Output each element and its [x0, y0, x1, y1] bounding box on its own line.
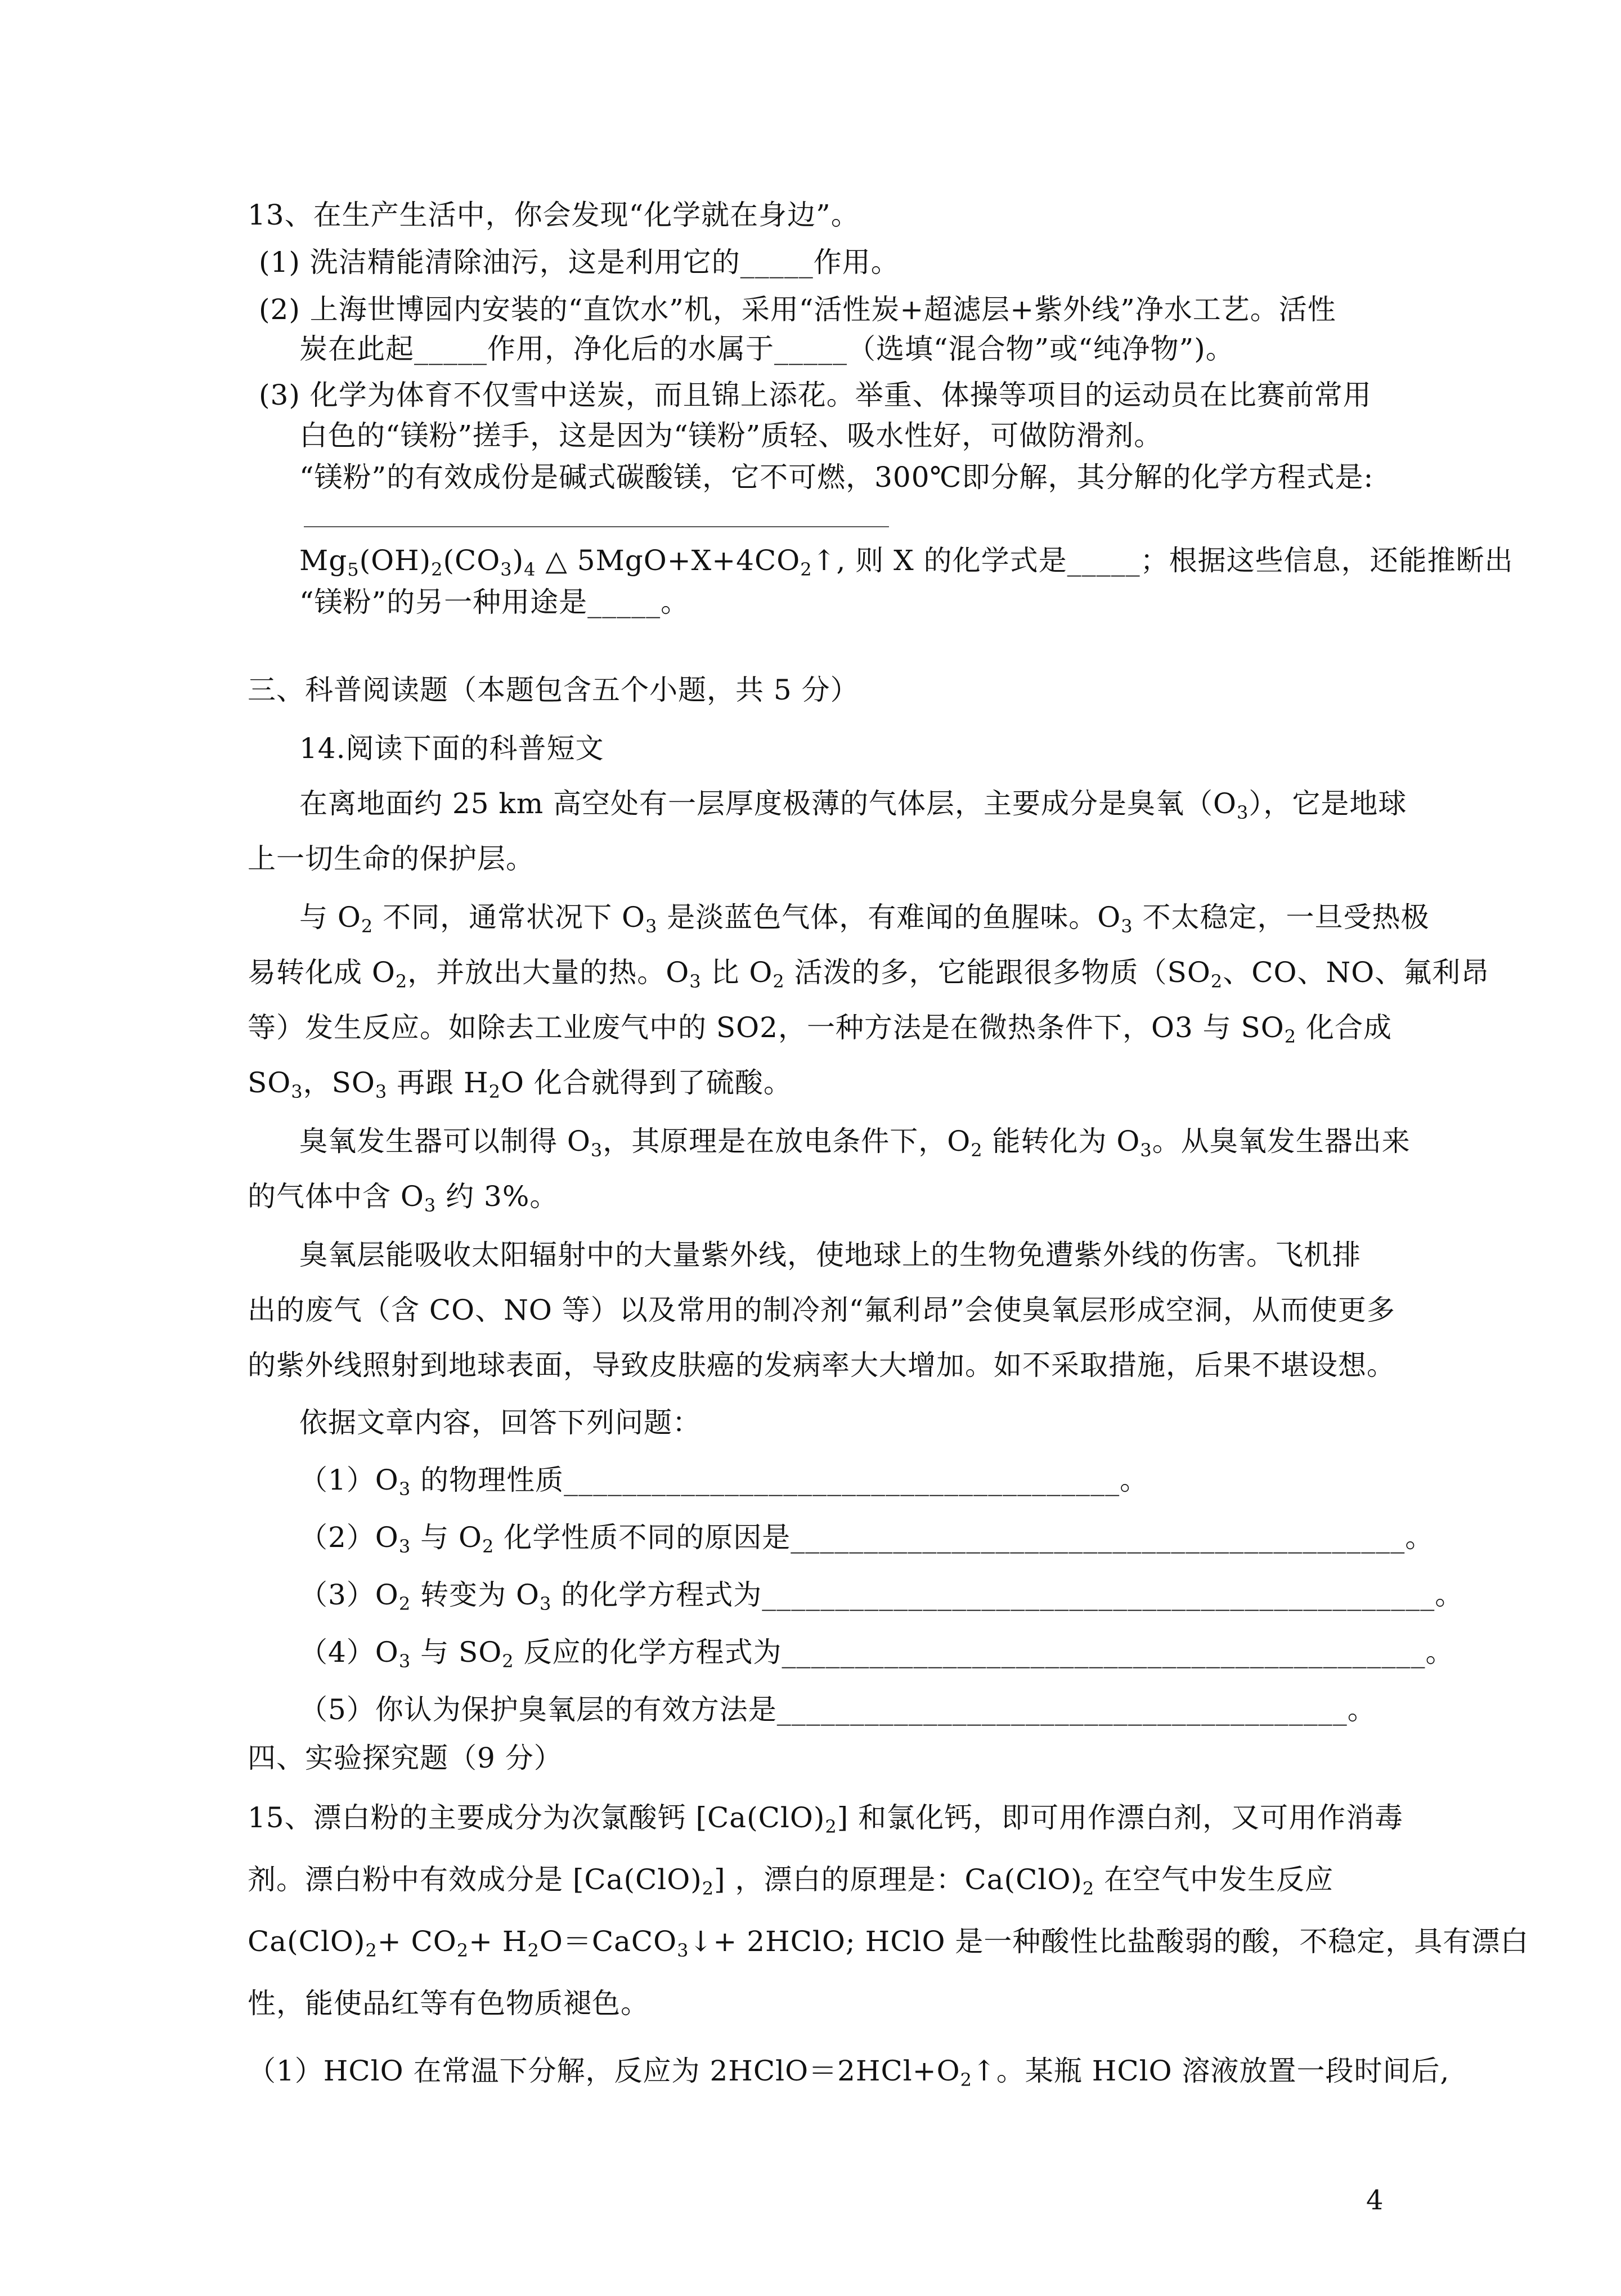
text: ），它是地球	[1249, 787, 1407, 820]
sub: 2	[502, 1651, 514, 1672]
text: 约 3%。	[436, 1180, 559, 1213]
q13-part3-line3: “镁粉”的有效成份是碱式碳酸镁，它不可燃，300℃即分解，其分解的化学方程式是:	[299, 461, 1374, 494]
question-prompt: 依据文章内容，回答下列问题：	[299, 1406, 701, 1439]
eq-sub: 3	[500, 559, 513, 580]
q13-title: 13、在生产生活中，你会发现“化学就在身边”。	[248, 199, 860, 231]
text: 与 O	[411, 1521, 482, 1554]
text: 比 O	[701, 956, 773, 989]
para3-line2	[248, 1180, 559, 1216]
text: 。从臭氧发生器出来	[1152, 1125, 1411, 1158]
para2-line3	[248, 1011, 1393, 1047]
para4-line3: 的紫外线照射到地球表面，导致皮肤癌的发病率大大增加。如不采取措施，后果不堪设想。	[248, 1349, 1395, 1382]
q13-part1: (1) 洗洁精能清除油污，这是利用它的_____作用。	[259, 246, 900, 279]
para1-line1	[299, 787, 1407, 823]
text: 与 SO	[411, 1636, 502, 1669]
para2-line4	[248, 1066, 792, 1100]
q14-sub1	[299, 1463, 1149, 1500]
sub: 2	[398, 1593, 411, 1615]
text: 是淡蓝色气体，有难闻的鱼腥味。O	[657, 901, 1121, 934]
text: O＝CaCO	[539, 1925, 677, 1958]
text: 转变为 O	[411, 1578, 540, 1611]
text: 的化学方程式为______________________________________________。	[551, 1578, 1464, 1611]
sub: 2	[482, 1536, 495, 1557]
sub: 3	[375, 1081, 388, 1102]
sub: 2	[773, 971, 785, 992]
text: 与 O	[299, 901, 361, 934]
q13-part3-line5: “镁粉”的另一种用途是_____。	[299, 586, 690, 618]
sub: 2	[702, 1878, 715, 1899]
q13-part3-line2: 白色的“镁粉”搓手，这是因为“镁粉”质轻、吸水性好，可做防滑剂。	[299, 419, 1163, 452]
text: Ca(ClO)	[248, 1925, 366, 1958]
text: （3）O	[299, 1578, 399, 1611]
sub: 2	[960, 2069, 973, 2091]
sub: 2	[395, 971, 408, 992]
text: 不太稳定，一旦受热极	[1133, 901, 1430, 934]
q15-line3	[248, 1925, 1529, 1961]
para4-line2: 出的废气（含 CO、NO 等）以及常用的制冷剂“氟利昂”会使臭氧层形成空洞，从而使更多	[248, 1294, 1395, 1326]
eq-sub: 4	[524, 559, 536, 580]
sub: 2	[1082, 1878, 1095, 1899]
text: O 化合就得到了硫酸。	[500, 1066, 792, 1099]
sub: 2	[488, 1081, 501, 1102]
q15-line5	[248, 2054, 1450, 2091]
eq-text: ↑, 则 X 的化学式是_____；根据这些信息，还能推断出	[812, 544, 1514, 577]
q15-line2	[248, 1863, 1334, 1899]
eq-text: )	[512, 544, 524, 577]
text: 易转化成 O	[248, 956, 396, 989]
q15-line1	[248, 1801, 1403, 1835]
text: 不同，通常状况下 O	[373, 901, 646, 934]
sub: 2	[825, 1816, 837, 1837]
sub: 2	[365, 1940, 378, 1961]
text: ，其原理是在放电条件下，O	[603, 1125, 971, 1158]
section4-title: 四、实验探究题（9 分）	[248, 1742, 563, 1774]
q14-title: 14.阅读下面的科普短文	[299, 732, 604, 765]
sub: 3	[645, 916, 658, 937]
text: 、CO、NO、氟利昂	[1223, 956, 1490, 989]
sub: 3	[677, 1940, 689, 1961]
sub: 2	[527, 1940, 540, 1961]
page-number: 4	[1366, 2185, 1384, 2216]
sub: 3	[1140, 1140, 1152, 1161]
para2-line1	[299, 900, 1430, 937]
eq-text: Mg	[299, 544, 348, 577]
sub: 3	[398, 1478, 411, 1500]
text: ] 和氯化钙，即可用作漂白剂，又可用作消毒	[837, 1801, 1404, 1834]
eq-sub: 5	[347, 559, 360, 580]
text: SO	[248, 1066, 291, 1099]
sub: 3	[398, 1651, 411, 1672]
text: + CO	[377, 1925, 457, 1958]
q15-line4: 性，能使品红等有色物质褪色。	[248, 1987, 649, 2020]
text: 15、漂白粉的主要成分为次氯酸钙 [Ca(ClO)	[248, 1801, 825, 1834]
para1-line2: 上一切生命的保护层。	[248, 842, 535, 875]
text: 臭氧发生器可以制得 O	[299, 1125, 591, 1158]
eq-text: △ 5MgO+X+4CO	[536, 544, 801, 577]
q13-part2-line2: 炭在此起_____作用，净化后的水属于_____（选填“混合物”或“纯净物”)。	[299, 333, 1234, 365]
sub: 2	[1210, 971, 1223, 992]
text: （1）HClO 在常温下分解，反应为 2HClO＝2HCl+O	[248, 2055, 960, 2087]
section3-title: 三、科普阅读题（本题包含五个小题，共 5 分）	[248, 674, 859, 706]
text: 剂。漂白粉中有效成分是 [Ca(ClO)	[248, 1863, 702, 1896]
text: 化学性质不同的原因是__________________________________________。	[494, 1521, 1434, 1554]
text: （1）O	[299, 1464, 399, 1496]
q13-part3-line1: (3) 化学为体育不仅雪中送炭，而且锦上添花。举重、体操等项目的运动员在比赛前常用	[259, 379, 1372, 411]
para3-line1	[299, 1124, 1411, 1161]
sub: 2	[361, 916, 374, 937]
text: 等）发生反应。如除去工业废气中的 SO2，一种方法是在微热条件下，O3 与 SO	[248, 1011, 1285, 1044]
eq-text: (OH)	[359, 544, 432, 577]
eq-sub: 2	[800, 559, 812, 580]
q13-equation-line	[299, 544, 1514, 580]
text: 再跟 H	[387, 1066, 489, 1099]
sub: 3	[539, 1593, 552, 1615]
text: 在空气中发生反应	[1094, 1863, 1334, 1896]
answer-blank-line	[304, 526, 889, 527]
sub: 3	[689, 971, 702, 992]
text: 能转化为 O	[982, 1125, 1140, 1158]
q14-sub2	[299, 1521, 1434, 1557]
text: 在离地面约 25 km 高空处有一层厚度极薄的气体层，主要成分是臭氧（O	[299, 787, 1237, 820]
text: 的气体中含 O	[248, 1180, 424, 1213]
sub: 2	[971, 1140, 983, 1161]
sub: 3	[291, 1081, 303, 1102]
text: （4）O	[299, 1636, 399, 1669]
sub: 3	[424, 1195, 437, 1216]
sub: 2	[456, 1940, 469, 1961]
text: 化合成	[1296, 1011, 1393, 1044]
q14-sub5: （5）你认为保护臭氧层的有效方法是_______________________________________。	[299, 1693, 1376, 1726]
para4-line1: 臭氧层能吸收太阳辐射中的大量紫外线，使地球上的生物免遭紫外线的伤害。飞机排	[299, 1239, 1361, 1271]
sub: 3	[590, 1140, 603, 1161]
q13-part2-line1: (2) 上海世博园内安装的“直饮水”机，采用“活性炭+超滤层+紫外线”净水工艺。活性	[259, 293, 1336, 326]
text: ，SO	[303, 1066, 375, 1099]
q14-sub3	[299, 1578, 1464, 1615]
sub: 3	[1237, 802, 1249, 823]
text: + H	[469, 1925, 528, 1958]
text: 的物理性质______________________________________。	[411, 1464, 1149, 1496]
sub: 3	[1121, 916, 1133, 937]
sub: 3	[398, 1536, 411, 1557]
text: ↓+ 2HClO; HClO 是一种酸性比盐酸弱的酸，不稳定，具有漂白	[689, 1925, 1529, 1958]
text: ，并放出大量的热。O	[407, 956, 690, 989]
text: ↑。某瓶 HClO 溶液放置一段时间后,	[972, 2055, 1450, 2087]
para2-line2	[248, 956, 1490, 992]
text: （2）O	[299, 1521, 399, 1554]
eq-text: (CO	[443, 544, 501, 577]
sub: 2	[1284, 1026, 1297, 1047]
text: ] ，漂白的原理是：Ca(ClO)	[714, 1863, 1083, 1896]
text: 活泼的多，它能跟很多物质（SO	[784, 956, 1211, 989]
eq-sub: 2	[431, 559, 443, 580]
q14-sub4	[299, 1635, 1454, 1672]
text: 反应的化学方程式为____________________________________________。	[514, 1636, 1454, 1669]
